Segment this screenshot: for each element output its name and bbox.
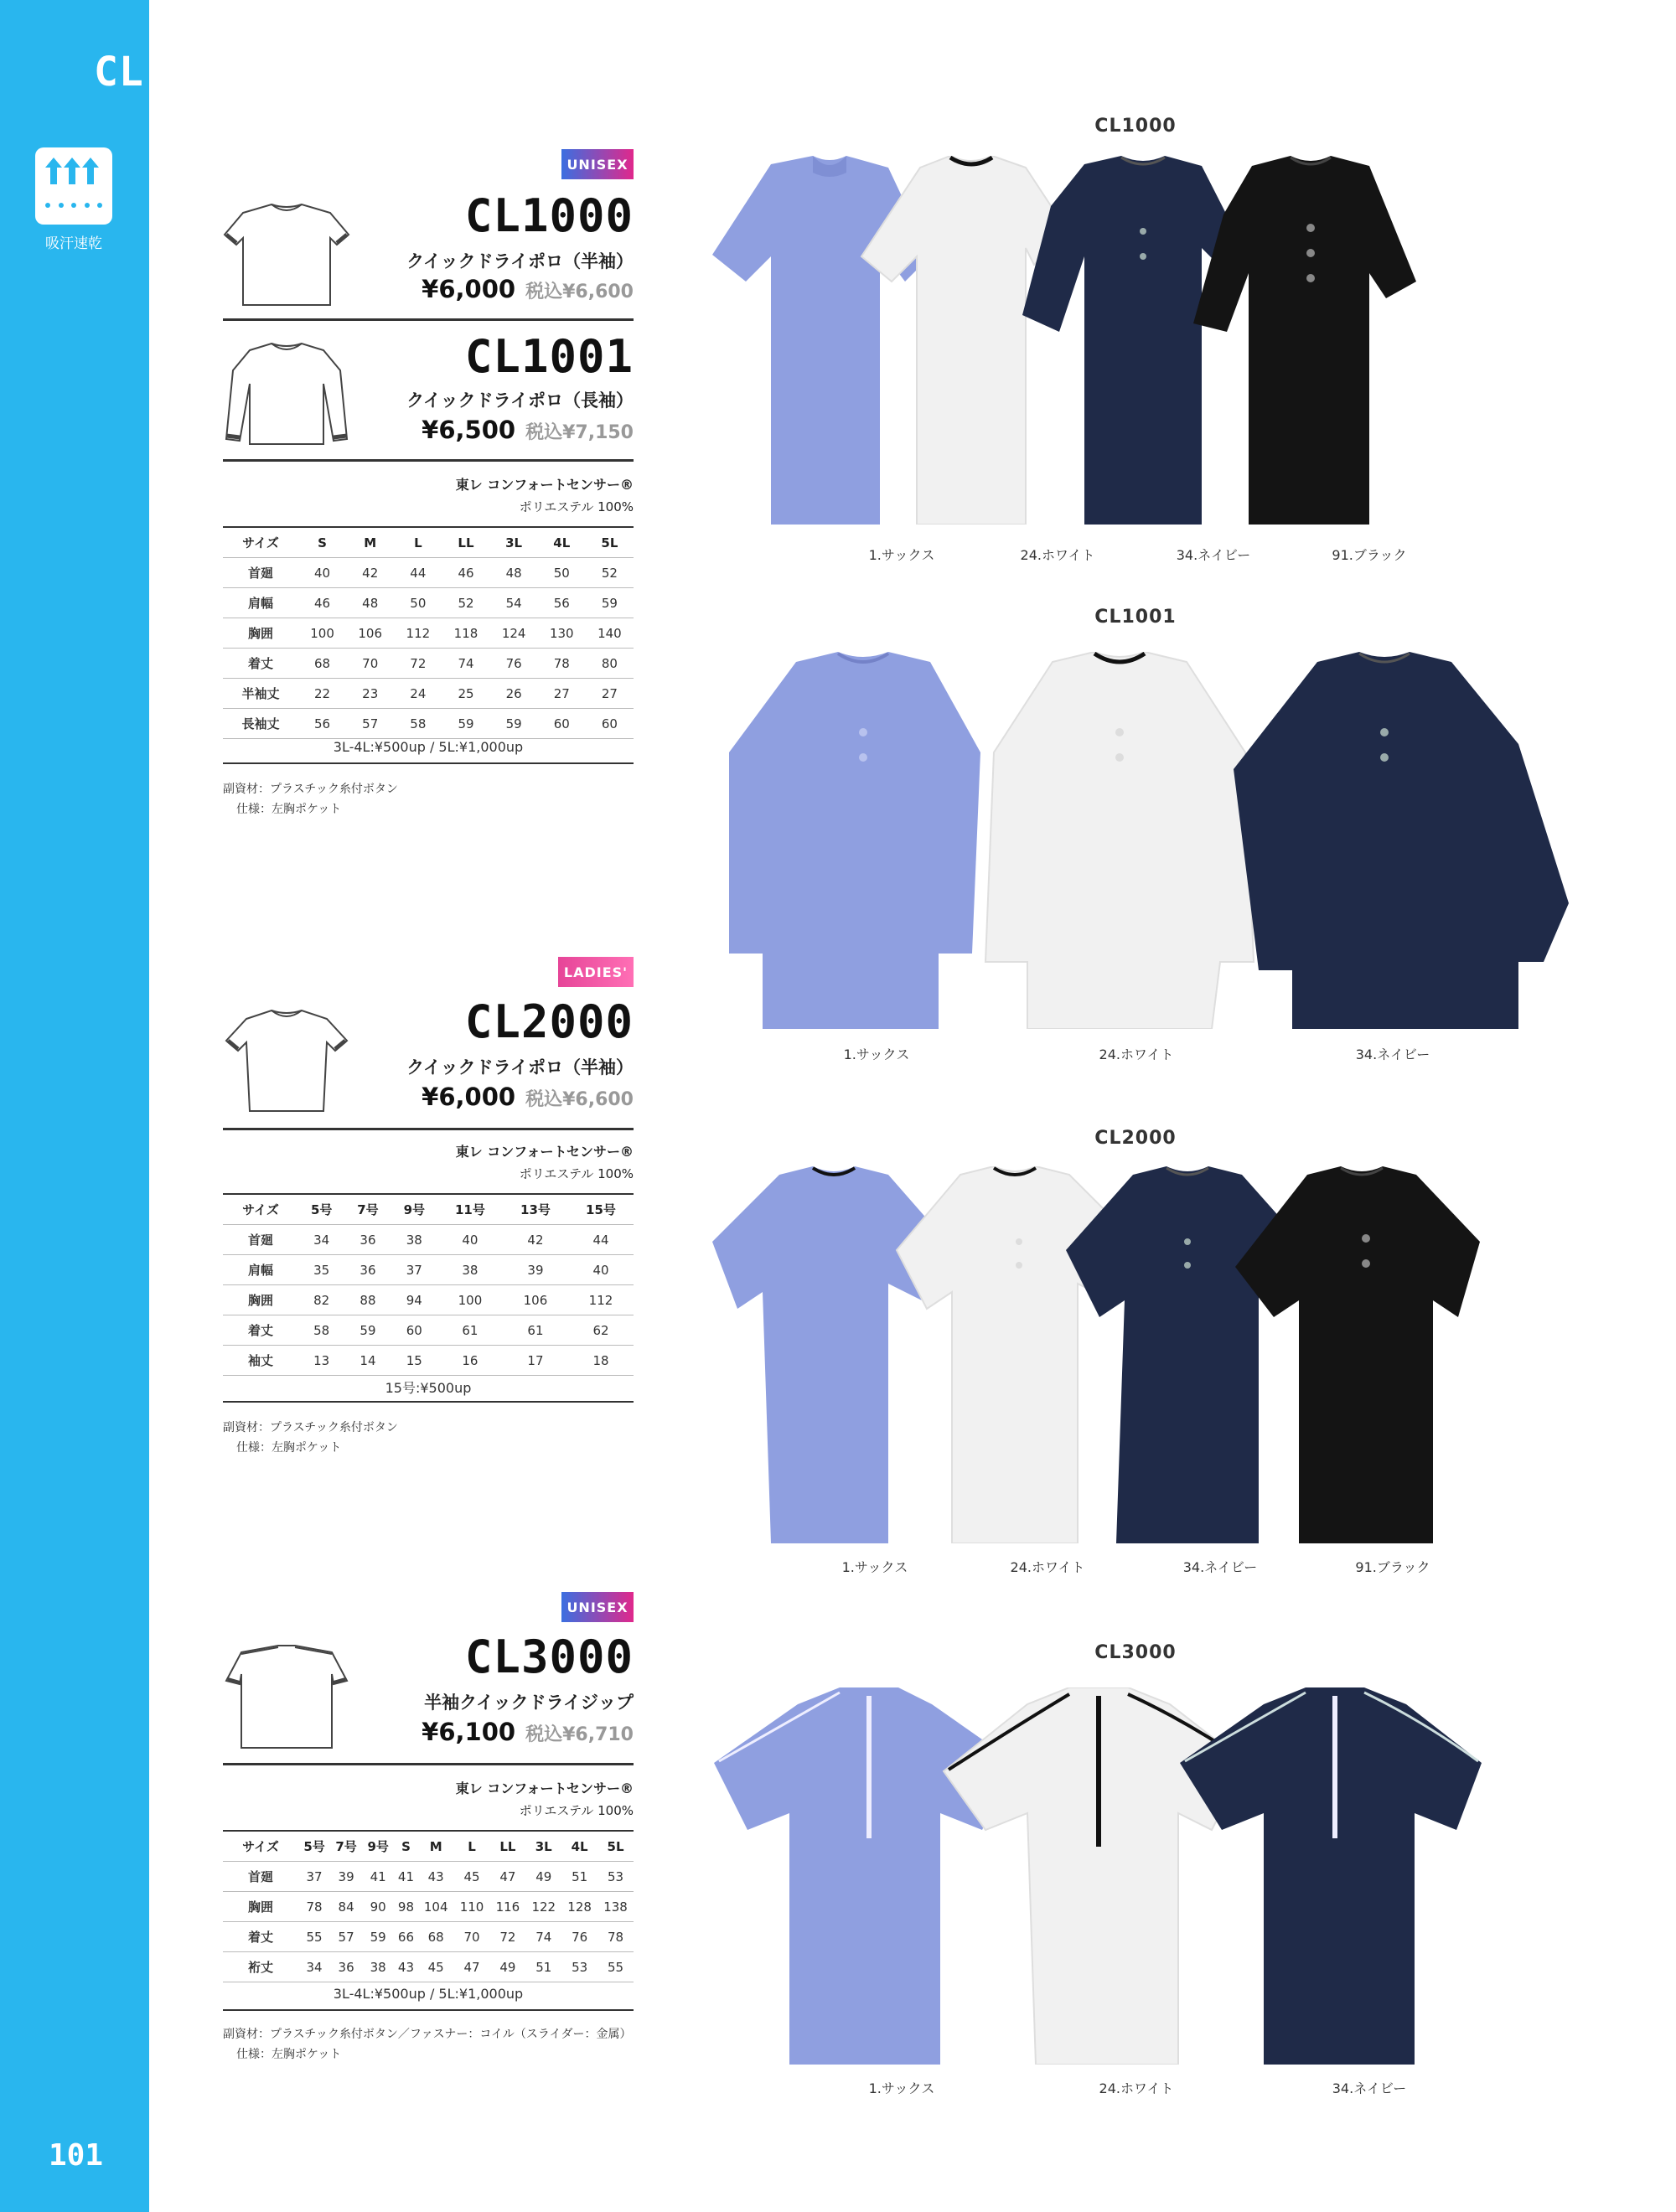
cl1000-name: CL1000 bbox=[464, 189, 634, 242]
table-cell: 38 bbox=[362, 1952, 394, 1982]
table-cell: 26 bbox=[490, 679, 538, 709]
table-cell: LL bbox=[442, 527, 489, 558]
row-label: 着丈 bbox=[223, 1315, 298, 1346]
table-row bbox=[223, 1315, 634, 1346]
color-label: 34.ネイビー bbox=[1182, 1559, 1258, 1575]
table-cell: 43 bbox=[418, 1862, 454, 1892]
table-cell: 3L bbox=[490, 527, 538, 558]
size-note: 15号:¥500up bbox=[223, 1374, 634, 1403]
feature-label: 吸汗速乾 bbox=[45, 235, 102, 252]
table-cell: 56 bbox=[298, 709, 346, 739]
spec-notes: 副資材：プラスチック糸付ボタン 仕様：左胸ポケット bbox=[223, 1421, 398, 1455]
unisex-badge: UNISEX bbox=[561, 149, 634, 179]
table-cell: 51 bbox=[525, 1952, 561, 1982]
table-cell: 76 bbox=[490, 649, 538, 679]
table-cell: 118 bbox=[442, 618, 489, 649]
shirt-cl3000-navy bbox=[1172, 1687, 1490, 2065]
table-cell: 94 bbox=[391, 1285, 437, 1315]
color-label: 1.サックス bbox=[843, 1047, 910, 1062]
table-cell: 84 bbox=[330, 1892, 362, 1922]
row-label: 肩幅 bbox=[223, 1255, 298, 1285]
sidebar bbox=[0, 0, 149, 2212]
table-cell: 49 bbox=[525, 1862, 561, 1892]
table-cell: 41 bbox=[394, 1862, 418, 1892]
table-cell: 4L bbox=[561, 1831, 597, 1862]
table-cell: 5L bbox=[597, 1831, 634, 1862]
table-cell: 47 bbox=[454, 1952, 490, 1982]
table-cell: 58 bbox=[298, 1315, 344, 1346]
size-table-cl2000 bbox=[223, 1193, 634, 1376]
table-cell: 17 bbox=[503, 1346, 568, 1376]
table-cell: 45 bbox=[418, 1952, 454, 1982]
cl3000-name: CL3000 bbox=[464, 1631, 634, 1683]
table-cell: 47 bbox=[489, 1862, 525, 1892]
table-cell: 55 bbox=[597, 1952, 634, 1982]
table-cell: 110 bbox=[454, 1892, 490, 1922]
gallery-title-cl2000: CL2000 bbox=[1094, 1128, 1177, 1149]
cl3000-price: ¥6,100 税込¥6,710 bbox=[422, 1718, 634, 1746]
table-cell: 38 bbox=[391, 1225, 437, 1255]
table-cell: 34 bbox=[298, 1225, 344, 1255]
gallery-title-cl1001: CL1001 bbox=[1094, 607, 1177, 628]
color-label: 24.ホワイト bbox=[1099, 1047, 1174, 1062]
table-cell: 48 bbox=[490, 558, 538, 588]
table-cell: 59 bbox=[442, 709, 489, 739]
table-cell: 59 bbox=[362, 1922, 394, 1952]
table-row bbox=[223, 1225, 634, 1255]
material-info: 東レ コンフォートセンサー® ポリエステル 100% bbox=[455, 477, 634, 514]
table-cell: 5号 bbox=[298, 1194, 344, 1225]
row-label: 胸囲 bbox=[223, 618, 298, 649]
color-label: 91.ブラック bbox=[1355, 1559, 1430, 1575]
row-label: サイズ bbox=[223, 1831, 298, 1862]
cl2000-price: ¥6,000 税込¥6,600 bbox=[422, 1083, 634, 1111]
row-label: 肩幅 bbox=[223, 588, 298, 618]
table-cell: 7号 bbox=[330, 1831, 362, 1862]
row-label: 半袖丈 bbox=[223, 679, 298, 709]
gallery-title-cl3000: CL3000 bbox=[1094, 1642, 1177, 1663]
table-cell: 74 bbox=[442, 649, 489, 679]
table-cell: 106 bbox=[346, 618, 394, 649]
divider bbox=[223, 459, 634, 462]
table-cell: 36 bbox=[344, 1255, 391, 1285]
row-label: 首廻 bbox=[223, 558, 298, 588]
table-cell: 112 bbox=[394, 618, 442, 649]
cl2000-name: CL2000 bbox=[464, 995, 634, 1048]
table-cell: 24 bbox=[394, 679, 442, 709]
divider bbox=[223, 318, 634, 321]
table-cell: 88 bbox=[344, 1285, 391, 1315]
cl1001-desc: クイックドライポロ（長袖） bbox=[406, 390, 634, 411]
row-label: 首廻 bbox=[223, 1225, 298, 1255]
table-cell: L bbox=[394, 527, 442, 558]
table-cell: 52 bbox=[586, 558, 634, 588]
table-cell: 42 bbox=[346, 558, 394, 588]
table-cell: 60 bbox=[538, 709, 586, 739]
table-cell: 37 bbox=[391, 1255, 437, 1285]
table-cell: 70 bbox=[454, 1922, 490, 1952]
table-cell: 15 bbox=[391, 1346, 437, 1376]
table-cell: 104 bbox=[418, 1892, 454, 1922]
table-row bbox=[223, 1892, 634, 1922]
table-cell: 78 bbox=[597, 1922, 634, 1952]
size-table-cl1000 bbox=[223, 526, 634, 739]
row-label: 袖丈 bbox=[223, 1346, 298, 1376]
table-cell: 80 bbox=[586, 649, 634, 679]
table-cell: 138 bbox=[597, 1892, 634, 1922]
table-cell: 98 bbox=[394, 1892, 418, 1922]
row-label: 胸囲 bbox=[223, 1285, 298, 1315]
table-cell: 56 bbox=[538, 588, 586, 618]
shirt-cl1000-black bbox=[1177, 156, 1420, 525]
table-cell: 51 bbox=[561, 1862, 597, 1892]
shirt-cl1001-navy bbox=[1225, 652, 1577, 1029]
table-cell: 82 bbox=[298, 1285, 344, 1315]
table-cell: 78 bbox=[538, 649, 586, 679]
table-cell: 45 bbox=[454, 1862, 490, 1892]
table-cell: 27 bbox=[586, 679, 634, 709]
table-cell: 78 bbox=[298, 1892, 330, 1922]
divider bbox=[223, 1763, 634, 1765]
table-cell: 62 bbox=[568, 1315, 634, 1346]
color-label: 24.ホワイト bbox=[1010, 1559, 1085, 1575]
table-cell: 36 bbox=[344, 1225, 391, 1255]
table-cell: 13号 bbox=[503, 1194, 568, 1225]
color-label: 1.サックス bbox=[868, 2080, 935, 2096]
table-cell: 59 bbox=[344, 1315, 391, 1346]
table-cell: S bbox=[298, 527, 346, 558]
table-cell: 55 bbox=[298, 1922, 330, 1952]
table-cell: 16 bbox=[437, 1346, 503, 1376]
table-cell: 53 bbox=[597, 1862, 634, 1892]
row-label: 首廻 bbox=[223, 1862, 298, 1892]
table-cell: 50 bbox=[394, 588, 442, 618]
table-cell: 50 bbox=[538, 558, 586, 588]
table-cell: 43 bbox=[394, 1952, 418, 1982]
table-cell: 46 bbox=[442, 558, 489, 588]
table-cell: 40 bbox=[298, 558, 346, 588]
table-row bbox=[223, 1922, 634, 1952]
table-cell: 122 bbox=[525, 1892, 561, 1922]
table-cell: 5号 bbox=[298, 1831, 330, 1862]
table-cell: 70 bbox=[346, 649, 394, 679]
table-cell: 23 bbox=[346, 679, 394, 709]
table-cell: 36 bbox=[330, 1952, 362, 1982]
cl1001-name: CL1001 bbox=[464, 330, 634, 383]
table-cell: 100 bbox=[298, 618, 346, 649]
table-cell: 57 bbox=[346, 709, 394, 739]
table-cell: 60 bbox=[391, 1315, 437, 1346]
series-title: CL series bbox=[94, 49, 254, 96]
table-cell: 128 bbox=[561, 1892, 597, 1922]
size-note: 3L-4L:¥500up / 5L:¥1,000up bbox=[223, 736, 634, 764]
table-cell: 9号 bbox=[391, 1194, 437, 1225]
table-row bbox=[223, 1862, 634, 1892]
row-label: 裄丈 bbox=[223, 1952, 298, 1982]
color-label: 34.ネイビー bbox=[1355, 1047, 1430, 1062]
table-cell: 5L bbox=[586, 527, 634, 558]
material-info: 東レ コンフォートセンサー® ポリエステル 100% bbox=[455, 1144, 634, 1181]
table-cell: 100 bbox=[437, 1285, 503, 1315]
table-cell: 106 bbox=[503, 1285, 568, 1315]
table-cell: 44 bbox=[568, 1225, 634, 1255]
table-cell: 124 bbox=[490, 618, 538, 649]
table-cell: 14 bbox=[344, 1346, 391, 1376]
table-cell: 27 bbox=[538, 679, 586, 709]
table-header-row bbox=[223, 1194, 634, 1225]
cl1000-desc: クイックドライポロ（半袖） bbox=[406, 251, 634, 271]
table-row bbox=[223, 709, 634, 739]
color-label: 24.ホワイト bbox=[1020, 547, 1095, 563]
table-cell: LL bbox=[489, 1831, 525, 1862]
table-cell: 61 bbox=[437, 1315, 503, 1346]
table-row bbox=[223, 649, 634, 679]
table-row bbox=[223, 588, 634, 618]
table-cell: 59 bbox=[586, 588, 634, 618]
table-cell: 48 bbox=[346, 588, 394, 618]
table-cell: 22 bbox=[298, 679, 346, 709]
table-cell: 42 bbox=[503, 1225, 568, 1255]
table-cell: 7号 bbox=[344, 1194, 391, 1225]
table-header-row bbox=[223, 527, 634, 558]
ladies-badge: LADIES' bbox=[558, 957, 634, 987]
row-label: サイズ bbox=[223, 527, 298, 558]
table-cell: M bbox=[418, 1831, 454, 1862]
cl1001-sketch bbox=[220, 337, 354, 450]
table-cell: 34 bbox=[298, 1952, 330, 1982]
table-cell: 74 bbox=[525, 1922, 561, 1952]
color-label: 34.ネイビー bbox=[1332, 2080, 1407, 2096]
table-cell: 57 bbox=[330, 1922, 362, 1952]
row-label: 着丈 bbox=[223, 649, 298, 679]
table-cell: 130 bbox=[538, 618, 586, 649]
table-cell: 38 bbox=[437, 1255, 503, 1285]
table-cell: 116 bbox=[489, 1892, 525, 1922]
cl1001-price: ¥6,500 税込¥7,150 bbox=[422, 416, 634, 444]
table-cell: 18 bbox=[568, 1346, 634, 1376]
color-label: 34.ネイビー bbox=[1176, 547, 1251, 563]
table-cell: 37 bbox=[298, 1862, 330, 1892]
table-cell: L bbox=[454, 1831, 490, 1862]
table-cell: 112 bbox=[568, 1285, 634, 1315]
table-cell: 59 bbox=[490, 709, 538, 739]
table-cell: M bbox=[346, 527, 394, 558]
cl1000-price: ¥6,000 税込¥6,600 bbox=[422, 275, 634, 303]
row-label: 長袖丈 bbox=[223, 709, 298, 739]
table-row bbox=[223, 679, 634, 709]
color-label: 1.サックス bbox=[868, 547, 935, 563]
cl3000-sketch bbox=[220, 1641, 354, 1754]
quick-dry-icon bbox=[35, 147, 112, 225]
table-cell: 54 bbox=[490, 588, 538, 618]
table-cell: 68 bbox=[418, 1922, 454, 1952]
size-note: 3L-4L:¥500up / 5L:¥1,000up bbox=[223, 1982, 634, 2011]
table-cell: 66 bbox=[394, 1922, 418, 1952]
table-cell: 72 bbox=[394, 649, 442, 679]
row-label: 着丈 bbox=[223, 1922, 298, 1952]
table-cell: 72 bbox=[489, 1922, 525, 1952]
divider bbox=[223, 1128, 634, 1130]
table-row bbox=[223, 1346, 634, 1376]
row-label: 胸囲 bbox=[223, 1892, 298, 1922]
size-table-cl3000 bbox=[223, 1830, 634, 1982]
spec-notes: 副資材：プラスチック糸付ボタン 仕様：左胸ポケット bbox=[223, 783, 398, 816]
cl2000-sketch bbox=[220, 1004, 354, 1117]
spec-notes: 副資材：プラスチック糸付ボタン／ファスナー：コイル（スライダー：金属） 仕様：左胸ポケット bbox=[223, 2028, 632, 2061]
table-cell: 76 bbox=[561, 1922, 597, 1952]
table-cell: 46 bbox=[298, 588, 346, 618]
table-cell: 41 bbox=[362, 1862, 394, 1892]
table-cell: 3L bbox=[525, 1831, 561, 1862]
table-cell: 39 bbox=[330, 1862, 362, 1892]
table-cell: 90 bbox=[362, 1892, 394, 1922]
table-cell: 39 bbox=[503, 1255, 568, 1285]
table-cell: 9号 bbox=[362, 1831, 394, 1862]
table-cell: 60 bbox=[586, 709, 634, 739]
cl1000-sketch bbox=[220, 198, 354, 311]
table-cell: S bbox=[394, 1831, 418, 1862]
unisex-badge: UNISEX bbox=[561, 1592, 634, 1622]
color-label: 91.ブラック bbox=[1332, 547, 1407, 563]
table-cell: 53 bbox=[561, 1952, 597, 1982]
table-row bbox=[223, 1285, 634, 1315]
table-cell: 11号 bbox=[437, 1194, 503, 1225]
color-label: 1.サックス bbox=[841, 1559, 908, 1575]
table-cell: 44 bbox=[394, 558, 442, 588]
table-cell: 61 bbox=[503, 1315, 568, 1346]
table-cell: 35 bbox=[298, 1255, 344, 1285]
gallery-title-cl1000: CL1000 bbox=[1094, 116, 1177, 137]
table-header-row bbox=[223, 1831, 634, 1862]
color-label: 24.ホワイト bbox=[1099, 2080, 1174, 2096]
table-cell: 40 bbox=[437, 1225, 503, 1255]
table-cell: 40 bbox=[568, 1255, 634, 1285]
table-cell: 25 bbox=[442, 679, 489, 709]
table-cell: 4L bbox=[538, 527, 586, 558]
table-cell: 15号 bbox=[568, 1194, 634, 1225]
shirt-cl2000-black bbox=[1232, 1166, 1483, 1543]
table-cell: 49 bbox=[489, 1952, 525, 1982]
page-number: 101 bbox=[49, 2138, 104, 2173]
table-row bbox=[223, 558, 634, 588]
row-label: サイズ bbox=[223, 1194, 298, 1225]
table-cell: 68 bbox=[298, 649, 346, 679]
table-row bbox=[223, 1952, 634, 1982]
table-cell: 13 bbox=[298, 1346, 344, 1376]
table-row bbox=[223, 1255, 634, 1285]
cl3000-desc: 半袖クイックドライジップ bbox=[424, 1693, 634, 1713]
table-row bbox=[223, 618, 634, 649]
table-cell: 58 bbox=[394, 709, 442, 739]
material-info: 東レ コンフォートセンサー® ポリエステル 100% bbox=[455, 1780, 634, 1818]
table-cell: 140 bbox=[586, 618, 634, 649]
table-cell: 52 bbox=[442, 588, 489, 618]
cl2000-desc: クイックドライポロ（半袖） bbox=[406, 1057, 634, 1078]
